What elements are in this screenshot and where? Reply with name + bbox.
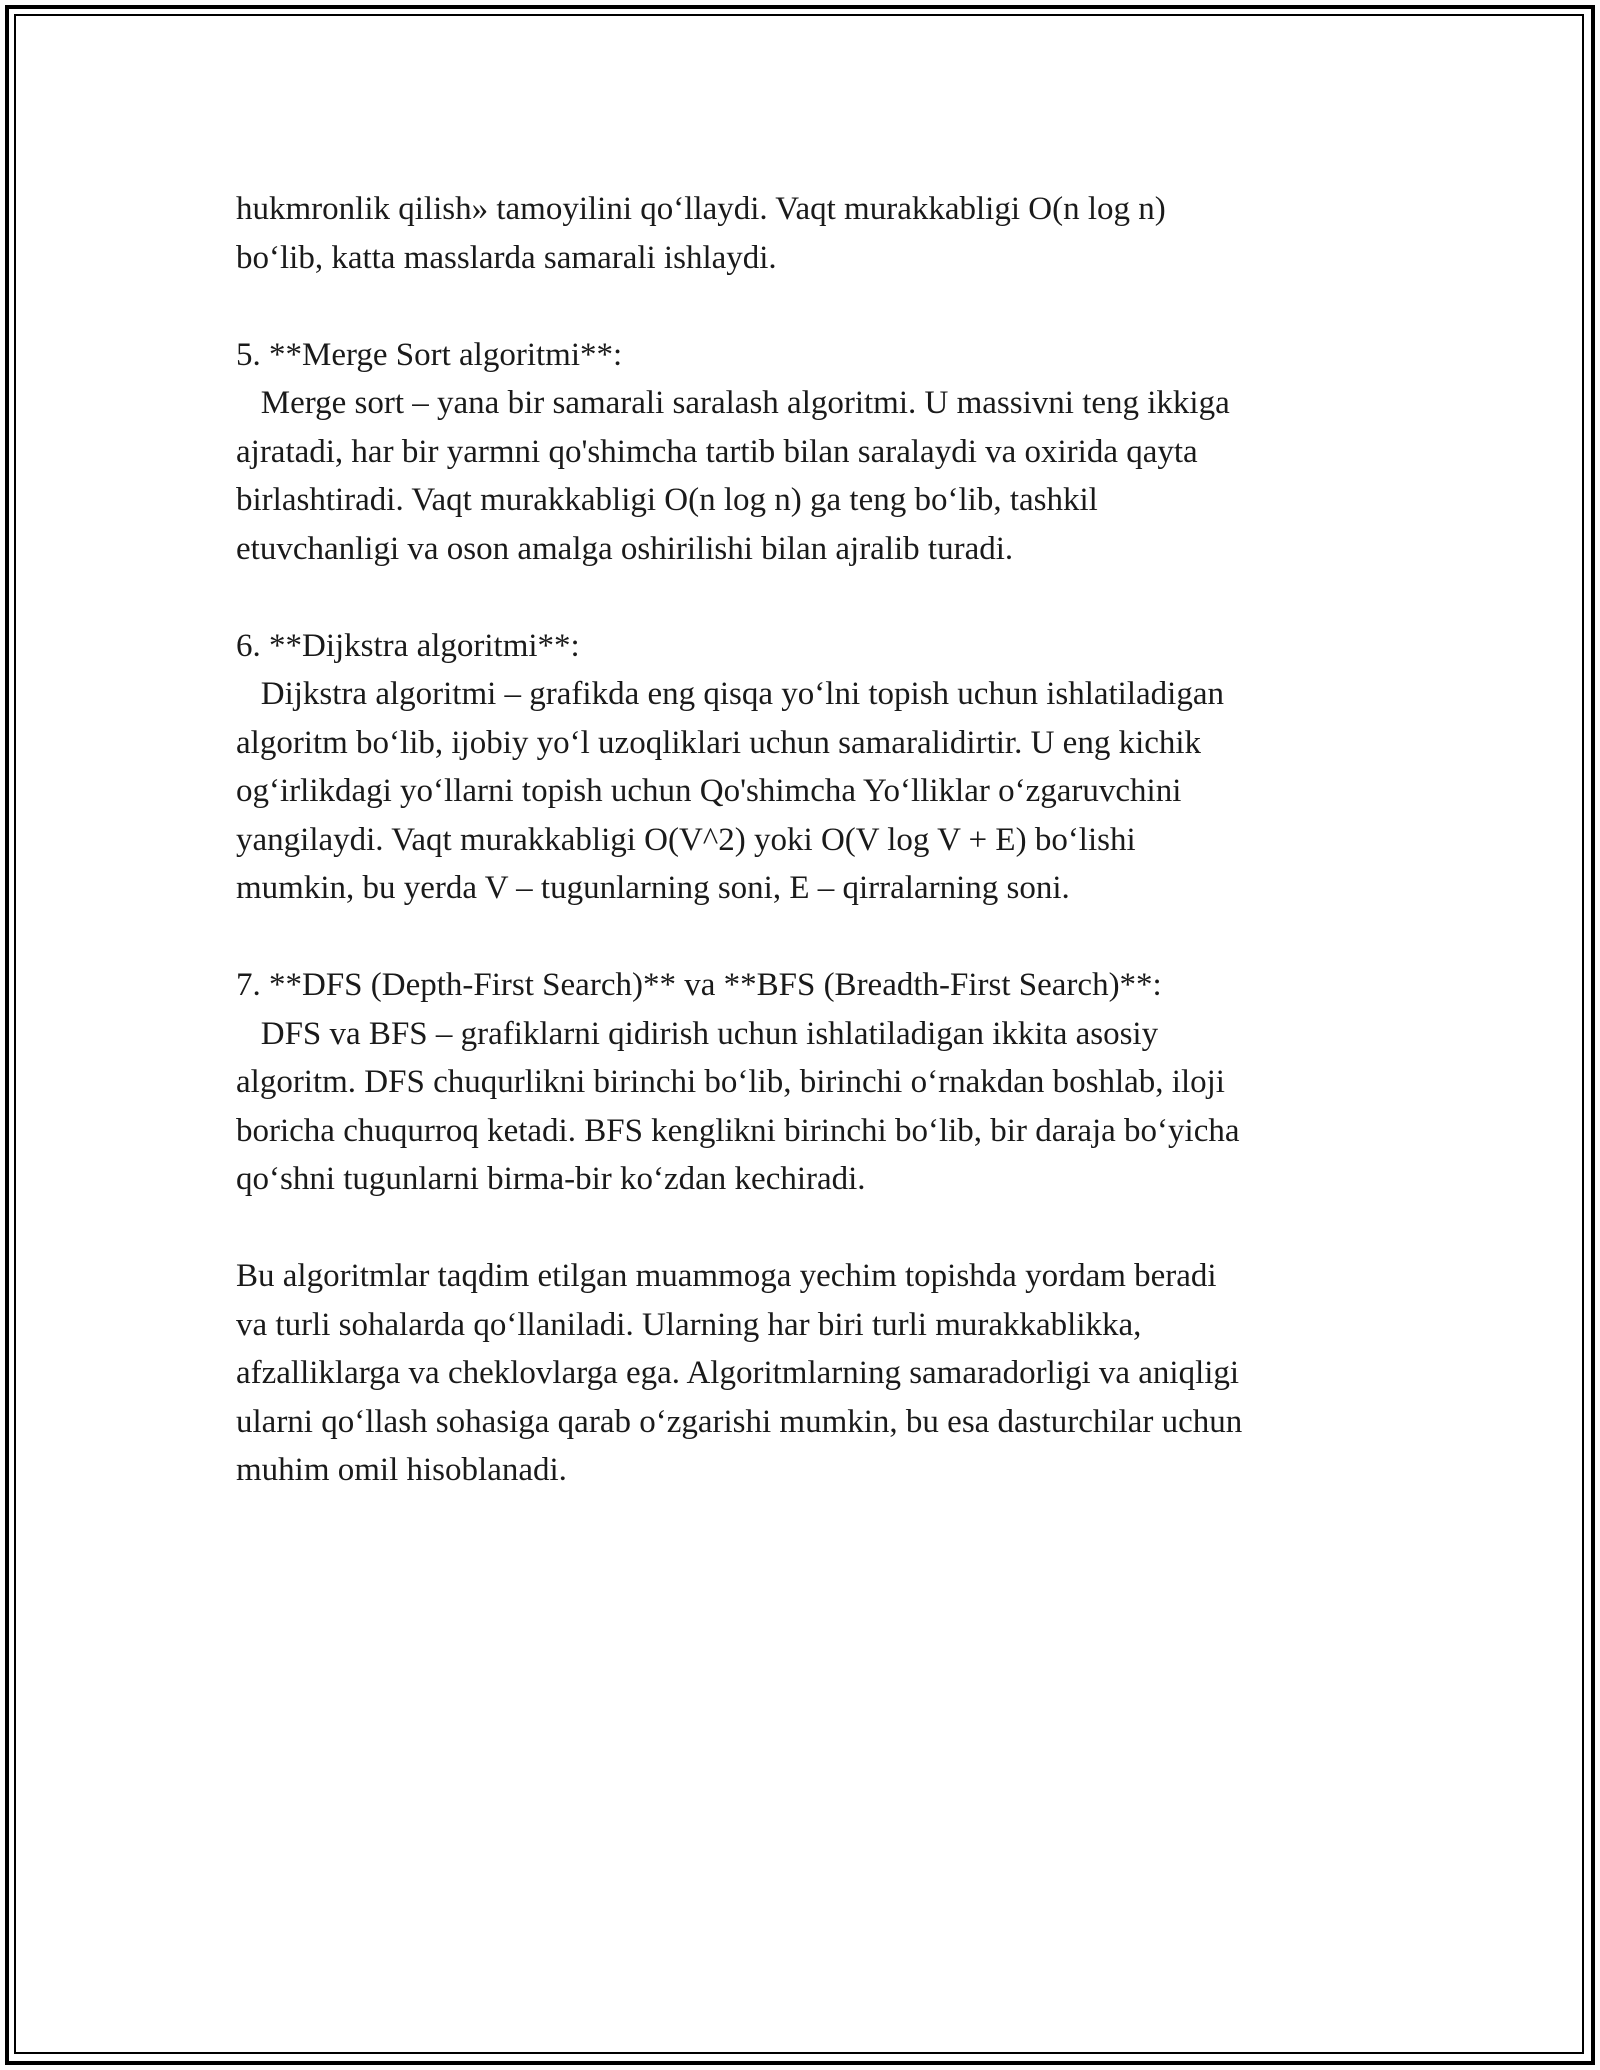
text-line: boricha chuqurroq ketadi. BFS kenglikni birinchi bo‘lib, bir daraja bo‘yicha	[236, 1112, 1240, 1149]
paragraph-intro-continuation	[236, 185, 1416, 282]
text-line: algoritm. DFS chuqurlikni birinchi bo‘lib, birinchi o‘rnakdan boshlab, iloji	[236, 1064, 1225, 1100]
paragraph-dfs-bfs	[236, 961, 1416, 1204]
paragraph-dijkstra	[236, 622, 1416, 913]
text-line: ularni qo‘llash sohasiga qarab o‘zgarishi mumkin, bu esa dasturchilar uchun	[236, 1403, 1243, 1440]
text-line: Merge sort – yana bir samarali saralash algoritmi. U massivni teng ikkiga	[236, 385, 1230, 421]
section-heading: 5. **Merge Sort algoritmi**:	[236, 336, 623, 373]
text-line: hukmronlik qilish» tamoyilini qo‘llaydi. Vaqt murakkabligi O(n log n)	[236, 191, 1166, 227]
text-line: algoritm bo‘lib, ijobiy yo‘l uzoqliklari uchun samaralidirtir. U eng kichik	[236, 724, 1202, 761]
document-body	[236, 185, 1416, 1495]
text-line: birlashtiradi. Vaqt murakkabligi O(n log n) ga teng bo‘lib, tashkil	[236, 482, 1098, 518]
text-line: yangilaydi. Vaqt murakkabligi O(V^2) yoki O(V log V + E) bo‘lishi	[236, 821, 1136, 858]
text-line: Bu algoritmlar taqdim etilgan muammoga yechim topishda yordam beradi	[236, 1258, 1217, 1294]
text-line: muhim omil hisoblanadi.	[236, 1452, 567, 1488]
paragraph-conclusion	[236, 1252, 1416, 1495]
text-line: og‘irlikdagi yo‘llarni topish uchun Qo'shimcha Yo‘lliklar o‘zgaruvchini	[236, 773, 1182, 809]
text-line: afzalliklarga va cheklovlarga ega. Algoritmlarning samaradorligi va aniqligi	[236, 1355, 1240, 1391]
text-line: Dijkstra algoritmi – grafikda eng qisqa yo‘lni topish uchun ishlatiladigan	[236, 676, 1224, 712]
text-line: bo‘lib, katta masslarda samarali ishlaydi.	[236, 239, 777, 276]
text-line: qo‘shni tugunlarni birma-bir ko‘zdan kechiradi.	[236, 1161, 866, 1197]
text-line: etuvchanligi va oson amalga oshirilishi bilan ajralib turadi.	[236, 530, 1014, 567]
section-heading: 7. **DFS (Depth-First Search)** va **BFS (Breadth-First Search)**:	[236, 967, 1162, 1003]
text-line: ajratadi, har bir yarmni qo'shimcha tartib bilan saralaydi va oxirida qayta	[236, 433, 1198, 470]
section-heading: 6. **Dijkstra algoritmi**:	[236, 627, 580, 664]
text-line: mumkin, bu yerda V – tugunlarning soni, E – qirralarning soni.	[236, 870, 1070, 906]
text-line: DFS va BFS – grafiklarni qidirish uchun ishlatiladigan ikkita asosiy	[236, 1015, 1159, 1052]
text-line: va turli sohalarda qo‘llaniladi. Ularning har biri turli murakkablikka,	[236, 1306, 1142, 1343]
paragraph-merge-sort	[236, 331, 1416, 574]
